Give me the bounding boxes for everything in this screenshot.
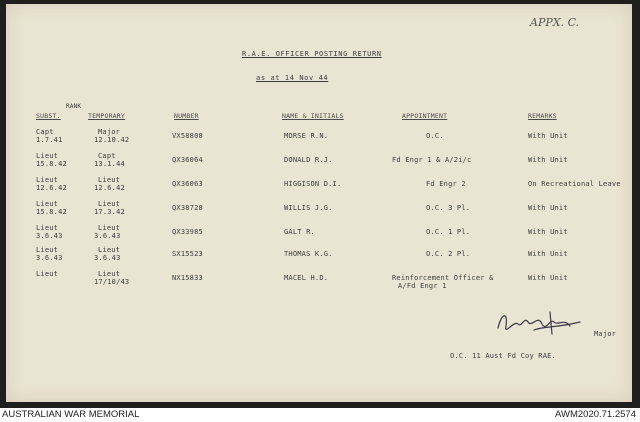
cell-subst-date: 15.8.42 bbox=[36, 208, 67, 216]
cell-subst: Lieut bbox=[36, 152, 59, 160]
cell-temp-date: 12.10.42 bbox=[94, 136, 130, 144]
cell-name: THOMAS K.G. bbox=[284, 250, 333, 258]
cell-appointment: O.C. bbox=[426, 132, 444, 140]
cell-subst: Lieut bbox=[36, 200, 59, 208]
cell-name: MORSE R.N. bbox=[284, 132, 329, 140]
cell-subst-date: 3.6.43 bbox=[36, 254, 63, 262]
cell-remarks: With Unit bbox=[528, 228, 568, 236]
cell-number: QX33985 bbox=[172, 228, 203, 236]
cell-temp-date: 3.6.43 bbox=[94, 254, 121, 262]
cell-temp-date: 13.1.44 bbox=[94, 160, 125, 168]
cell-remarks: With Unit bbox=[528, 274, 568, 282]
cell-subst: Lieut bbox=[36, 246, 59, 254]
cell-number: NX15833 bbox=[172, 274, 203, 282]
cell-name: GALT R. bbox=[284, 228, 315, 236]
document-subtitle: as at 14 Nov 44 bbox=[256, 74, 329, 82]
cell-subst-date: 1.7.41 bbox=[36, 136, 63, 144]
cell-appointment: O.C. 3 Pl. bbox=[426, 204, 471, 212]
header-rank: RANK bbox=[66, 103, 82, 110]
cell-number: VX58808 bbox=[172, 132, 203, 140]
cell-temp-date: 17/10/43 bbox=[94, 278, 130, 286]
header-subst: SUBST. bbox=[36, 112, 61, 120]
footer-institution: AUSTRALIAN WAR MEMORIAL bbox=[2, 409, 140, 420]
document-sheet bbox=[6, 4, 632, 402]
cell-subst: Lieut bbox=[36, 224, 59, 232]
cell-remarks: On Recreational Leave bbox=[528, 180, 621, 188]
header-number: NUMBER bbox=[174, 112, 199, 120]
cell-temp-date: 12.6.42 bbox=[94, 184, 125, 192]
cell-remarks: With Unit bbox=[528, 204, 568, 212]
cell-number: QX36064 bbox=[172, 156, 203, 164]
cell-number: QX38728 bbox=[172, 204, 203, 212]
cell-temp-date: 17.3.42 bbox=[94, 208, 125, 216]
footer-accession-number: AWM2020.71.2574 bbox=[555, 409, 636, 420]
cell-appointment: Reinforcement Officer & bbox=[392, 274, 494, 282]
signature-unit: O.C. 11 Aust Fd Coy RAE. bbox=[450, 352, 556, 360]
header-remarks: REMARKS bbox=[528, 112, 557, 120]
cell-appointment: Fd Engr 1 & A/2i/c bbox=[392, 156, 472, 164]
cell-remarks: With Unit bbox=[528, 156, 568, 164]
cell-subst-date: 3.6.43 bbox=[36, 232, 63, 240]
cell-appointment: O.C. 2 Pl. bbox=[426, 250, 471, 258]
cell-number: QX36063 bbox=[172, 180, 203, 188]
cell-subst: Lieut bbox=[36, 176, 59, 184]
footer-bar bbox=[0, 408, 640, 422]
cell-appointment-line2: A/Fd Engr 1 bbox=[398, 282, 447, 290]
cell-name: DONALD R.J. bbox=[284, 156, 333, 164]
cell-subst-date: 15.8.42 bbox=[36, 160, 67, 168]
cell-name: MACEL H.D. bbox=[284, 274, 329, 282]
cell-name: WILLIS J.G. bbox=[284, 204, 333, 212]
cell-temp: Lieut bbox=[98, 224, 121, 232]
cell-subst-date: 12.6.42 bbox=[36, 184, 67, 192]
cell-temp: Lieut bbox=[98, 270, 121, 278]
header-appointment: APPOINTMENT bbox=[402, 112, 448, 120]
cell-temp: Lieut bbox=[98, 176, 121, 184]
signature-image bbox=[494, 306, 586, 342]
cell-temp-date: 3.6.43 bbox=[94, 232, 121, 240]
header-temporary: TEMPORARY bbox=[88, 112, 126, 120]
cell-appointment: Fd Engr 2 bbox=[426, 180, 466, 188]
cell-appointment: O.C. 1 Pl. bbox=[426, 228, 471, 236]
appendix-mark: APPX. C. bbox=[530, 16, 580, 29]
cell-remarks: With Unit bbox=[528, 132, 568, 140]
cell-remarks: With Unit bbox=[528, 250, 568, 258]
document-title: R.A.E. OFFICER POSTING RETURN bbox=[242, 50, 382, 58]
cell-subst: Lieut bbox=[36, 270, 59, 278]
cell-subst: Capt bbox=[36, 128, 54, 136]
cell-temp: Lieut bbox=[98, 200, 121, 208]
cell-number: SX15523 bbox=[172, 250, 203, 258]
cell-temp: Capt bbox=[98, 152, 116, 160]
signature-rank: Major bbox=[594, 330, 617, 338]
header-name: NAME & INITIALS bbox=[282, 112, 344, 120]
cell-name: HIGGISON D.I. bbox=[284, 180, 342, 188]
cell-temp: Lieut bbox=[98, 246, 121, 254]
cell-temp: Major bbox=[98, 128, 121, 136]
